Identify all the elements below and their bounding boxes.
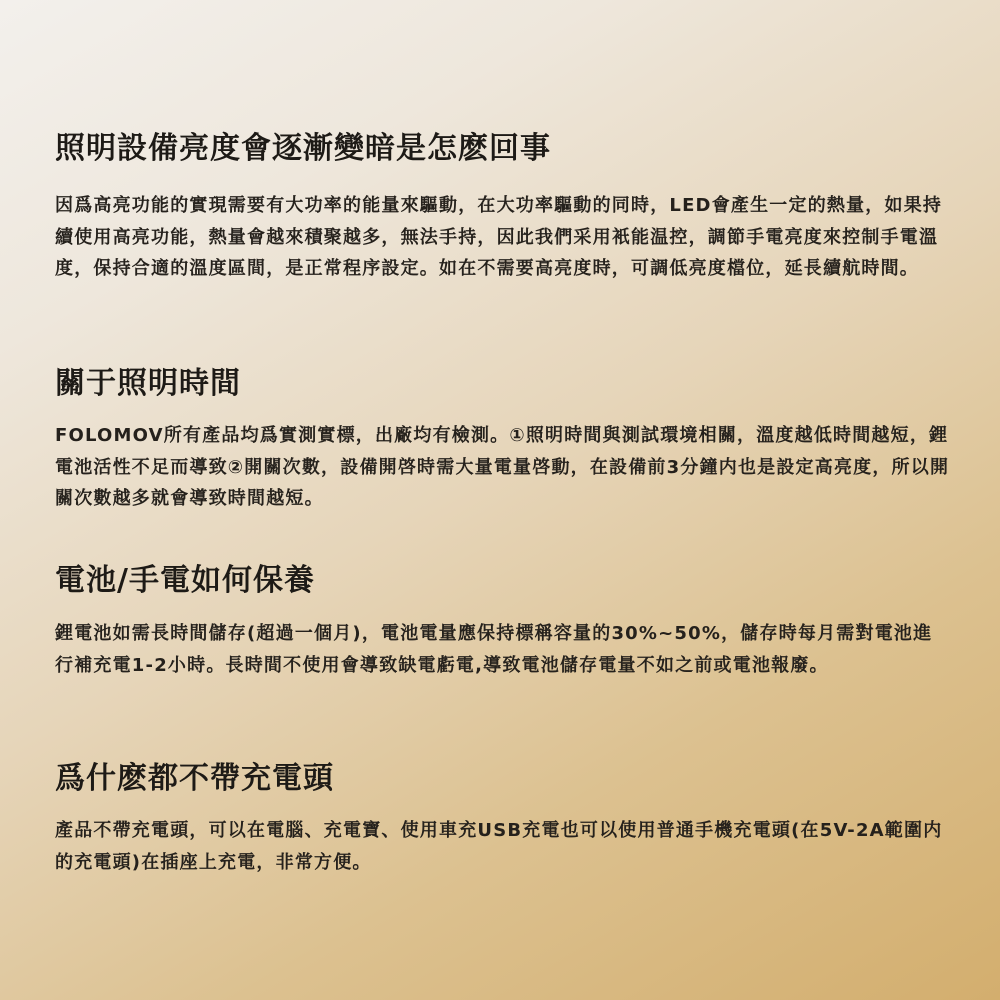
section-heading: 關于照明時間 (55, 366, 241, 401)
faq-section-brightness-dimming (55, 131, 950, 285)
section-heading: 電池/手電如何保養 (55, 563, 315, 598)
section-paragraph: 產品不帶充電頭，可以在電腦、充電寶、使用車充USB充電也可以使用普通手機充電頭(在5V-2A範圍内的充電頭)在插座上充電，非常方便。 (55, 820, 943, 873)
section-paragraph: FOLOMOV所有產品均爲實測實標，出廠均有檢測。①照明時間與測試環境相關，溫度越低時間越短，鋰電池活性不足而導致②開關次數，設備開啓時需大量電量啓動，在設備前3分鐘内也是設定高亮度，所以開關次數越多就會導致時間越短。 (55, 425, 950, 509)
faq-section-no-charger (55, 761, 950, 878)
section-paragraph: 鋰電池如需長時間儲存(超過一個月)，電池電量應保持標稱容量的30%~50%，儲存時每月需對電池進行補充電1-2小時。長時間不使用會導致缺電虧電,導致電池儲存電量不如之前或電池報廢。 (55, 623, 933, 676)
section-heading: 爲什麽都不帶充電頭 (55, 761, 334, 796)
section-heading: 照明設備亮度會逐漸變暗是怎麽回事 (55, 131, 551, 166)
faq-section-lighting-time (55, 366, 950, 515)
faq-section-battery-maintenance (55, 563, 950, 681)
section-paragraph: 因爲高亮功能的實現需要有大功率的能量來驅動，在大功率驅動的同時，LED會產生一定的熱量，如果持續使用高亮功能，熱量會越來積聚越多，無法手持，因此我們采用衹能温控，調節手電亮度來控制手電溫度，保持合適的溫度區間，是正常程序設定。如在不需要高亮度時，可調低亮度檔位，延長續航時間。 (55, 195, 943, 279)
